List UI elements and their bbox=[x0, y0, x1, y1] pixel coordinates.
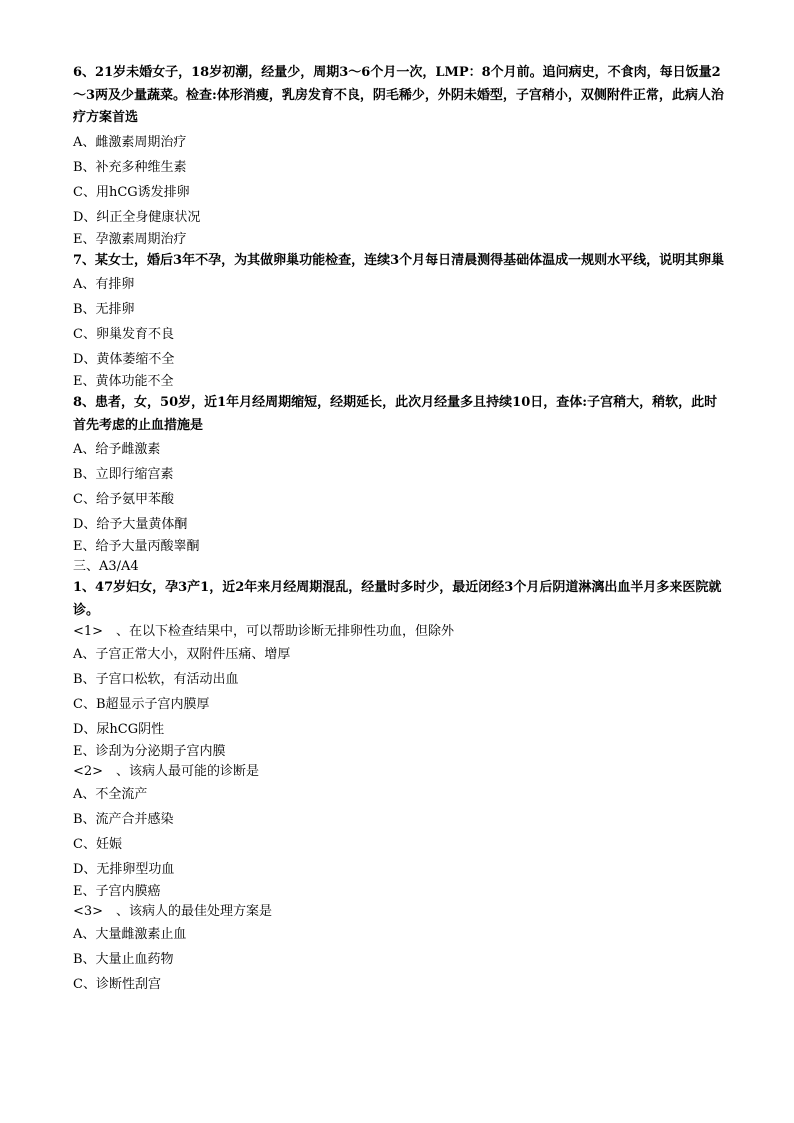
section-heading: 三、A3/A4 bbox=[73, 559, 139, 574]
subquestion-1 bbox=[73, 622, 725, 762]
option-c: C、用hCG诱发排卵 bbox=[73, 184, 190, 200]
option-e: E、子宫内膜癌 bbox=[73, 884, 161, 899]
option-e: E、黄体功能不全 bbox=[73, 374, 174, 389]
option-e: E、诊刮为分泌期子宫内膜 bbox=[73, 744, 226, 759]
option-b: B、立即行缩宫素 bbox=[73, 467, 174, 482]
option-a: A、有排卵 bbox=[73, 277, 135, 292]
subquestion-3 bbox=[73, 902, 725, 997]
option-a: A、给予雌激素 bbox=[73, 442, 161, 457]
option-c: C、诊断性刮宫 bbox=[73, 977, 161, 992]
option-c: C、卵巢发育不良 bbox=[73, 327, 174, 342]
option-b: B、大量止血药物 bbox=[73, 952, 174, 967]
subquestion-stem: <1> 、在以下检查结果中，可以帮助诊断无排卵性功血，但除外 bbox=[73, 624, 455, 639]
subquestion-stem: <2> 、该病人最可能的诊断是 bbox=[73, 764, 260, 779]
subquestion-stem: <3> 、该病人的最佳处理方案是 bbox=[73, 904, 273, 919]
question-8 bbox=[73, 392, 725, 557]
option-b: B、流产合并感染 bbox=[73, 812, 174, 827]
option-a: A、子宫正常大小，双附件压痛、增厚 bbox=[73, 647, 291, 662]
option-e: E、给予大量丙酸睾酮 bbox=[73, 539, 200, 554]
exam-page bbox=[73, 62, 725, 997]
question-7 bbox=[73, 250, 725, 393]
question-stem: 6、21岁未婚女子，18岁初潮，经量少，周期3～6个月一次，LMP：8个月前。追问病史，不食肉，每日饭量2～3两及少量蔬菜。检查:体形消瘦，乳房发育不良，阴毛稀少，外阴未婚型，子宫稍小，双侧附件正常，此病人治疗方案首选 bbox=[73, 65, 724, 125]
question-stem: 8、患者，女，50岁，近1年月经周期缩短，经期延长，此次月经量多且持续10日，查体:子宫稍大，稍软，此时首先考虑的止血措施是 bbox=[73, 395, 718, 433]
option-d: D、尿hCG阴性 bbox=[73, 722, 165, 737]
option-a: A、大量雌激素止血 bbox=[73, 927, 187, 942]
question-stem: 7、某女士，婚后3年不孕，为其做卵巢功能检查，连续3个月每日清晨测得基础体温成一规则水平线，说明其卵巢 bbox=[73, 252, 725, 268]
subquestion-2 bbox=[73, 762, 725, 902]
option-a: A、不全流产 bbox=[73, 787, 148, 802]
option-c: C、妊娠 bbox=[73, 837, 122, 852]
option-c: C、B超显示子宫内膜厚 bbox=[73, 697, 210, 712]
case-question-1 bbox=[73, 577, 725, 997]
option-d: D、黄体萎缩不全 bbox=[73, 352, 175, 367]
option-d: D、纠正全身健康状况 bbox=[73, 209, 201, 225]
case-stem: 1、47岁妇女，孕3产1，近2年来月经周期混乱，经量时多时少，最近闭经3个月后阴道淋漓出血半月多来医院就诊。 bbox=[73, 580, 722, 618]
option-c: C、给予氨甲苯酸 bbox=[73, 492, 174, 507]
option-d: D、无排卵型功血 bbox=[73, 862, 175, 877]
option-d: D、给予大量黄体酮 bbox=[73, 517, 188, 532]
option-a: A、雌激素周期治疗 bbox=[73, 134, 187, 150]
option-e: E、孕激素周期治疗 bbox=[73, 231, 187, 247]
option-b: B、补充多种维生素 bbox=[73, 159, 187, 175]
option-b: B、无排卵 bbox=[73, 302, 135, 317]
question-6 bbox=[73, 62, 725, 250]
option-b: B、子宫口松软，有活动出血 bbox=[73, 672, 239, 687]
